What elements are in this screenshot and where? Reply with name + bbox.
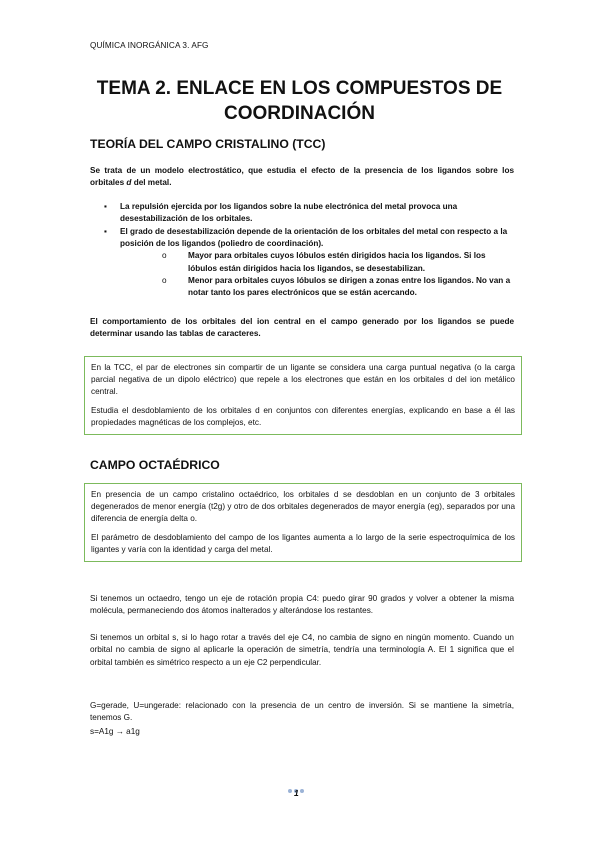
box-paragraph: En la TCC, el par de electrones sin compartir de un ligante se considera una carga puntual negativa (o la carga parcial negativa de un dipolo eléctrico) que repele a los electrones que están en los orbitales d del ion metálico central. [91,363,515,397]
sub-bullet-marker: o [162,251,167,261]
sub-bullet-text: Menor para orbitales cuyos lóbulos se dirigen a zonas entre los ligandos. No van a notar tanto los pares electrónicos que se están acercando. [188,275,511,297]
bullet-marker: ▪ [104,226,107,236]
closing-paragraph: El comportamiento de los orbitales del ion central en el campo generado por los ligandos se puede determinar usando las tablas de caracteres. [90,317,514,339]
list-item [148,275,514,299]
intro-text-pre: Se trata de un modelo electrostático, que estudia el efecto de la presencia de los ligandos sobre los orbitales [90,166,514,188]
paragraph-orbital-s: Si tenemos un orbital s, si lo hago rotar a través del eje C4, no cambia de signo en ningún momento. Cuando un orbital no cambia de signo al aplicarle la operación de simetría, tendría una terminología A. El 1 significa que el orbital también es simétrico respecto a un eje C2 perpendicular. [90,633,514,667]
bullet-text: El grado de desestabilización depende de la orientación de los orbitales del metal con respecto a la posición de los ligandos (poliedro de coordinación). [120,226,508,249]
bullet-marker: ▪ [104,202,107,211]
box-paragraph: El parámetro de desdoblamiento del campo de los ligantes aumenta a lo largo de la serie espectroquímica de los ligantes y varía con la identidad y carga del metal. [91,532,515,554]
document-title: TEMA 2. ENLACE EN LOS COMPUESTOS DE COORDINACIÓN [96,78,503,124]
paragraph-octahedron: Si tenemos un octaedro, tengo un eje de rotación propia C4: puedo girar 90 grados y volver a obtener la misma molécula, permaneciendo dos átomos inalterados y alterándose los restantes. [90,594,514,616]
sub-bullet-list [120,250,514,299]
info-box-tcc [84,356,522,435]
running-header: QUÍMICA INORGÁNICA 3. AFG [90,41,209,50]
page-ornament [288,780,312,786]
page-number: 1 [294,788,299,798]
box-paragraph: En presencia de un campo cristalino octaédrico, los orbitales d se desdoblan en un conjunto de 3 orbitales degenerados de menor energía (t2g) y otro de dos orbitales degenerados de mayor energía (eg), separados por una diferencia de energía delta o. [91,490,515,524]
list-item [90,201,514,225]
paragraph-gerade: G=gerade, U=ungerade: relacionado con la presencia de un centro de inversión. Si se mantiene la simetría, tenemos G. [90,701,514,723]
sub-bullet-text: Mayor para orbitales cuyos lóbulos estén dirigidos hacia los ligandos. Si los lóbulos están dirigidos hacia los ligandos, se desestabilizan. [188,251,486,273]
sub-bullet-marker: o [162,275,167,285]
intro-paragraph [90,165,514,190]
paragraph-symmetry-label: s=A1g → a1g [90,727,140,736]
info-box-octahedral [84,483,522,562]
list-item [148,250,514,274]
bullet-list [90,201,514,300]
section-heading-tcc: TEORÍA DEL CAMPO CRISTALINO (TCC) [90,137,326,151]
intro-text-italic: d [126,178,132,188]
intro-text-post: del metal. [131,178,172,188]
list-item [90,226,514,299]
bullet-text: La repulsión ejercida por los ligandos sobre la nube electrónica del metal provoca una desestabilización de los orbitales. [120,202,458,224]
box-paragraph: Estudia el desdoblamiento de los orbitales d en conjuntos con diferentes energías, explicando en base a él las propiedades magnéticas de los complejos, etc. [91,405,515,427]
section-heading-octahedral: CAMPO OCTAÉDRICO [90,458,220,472]
